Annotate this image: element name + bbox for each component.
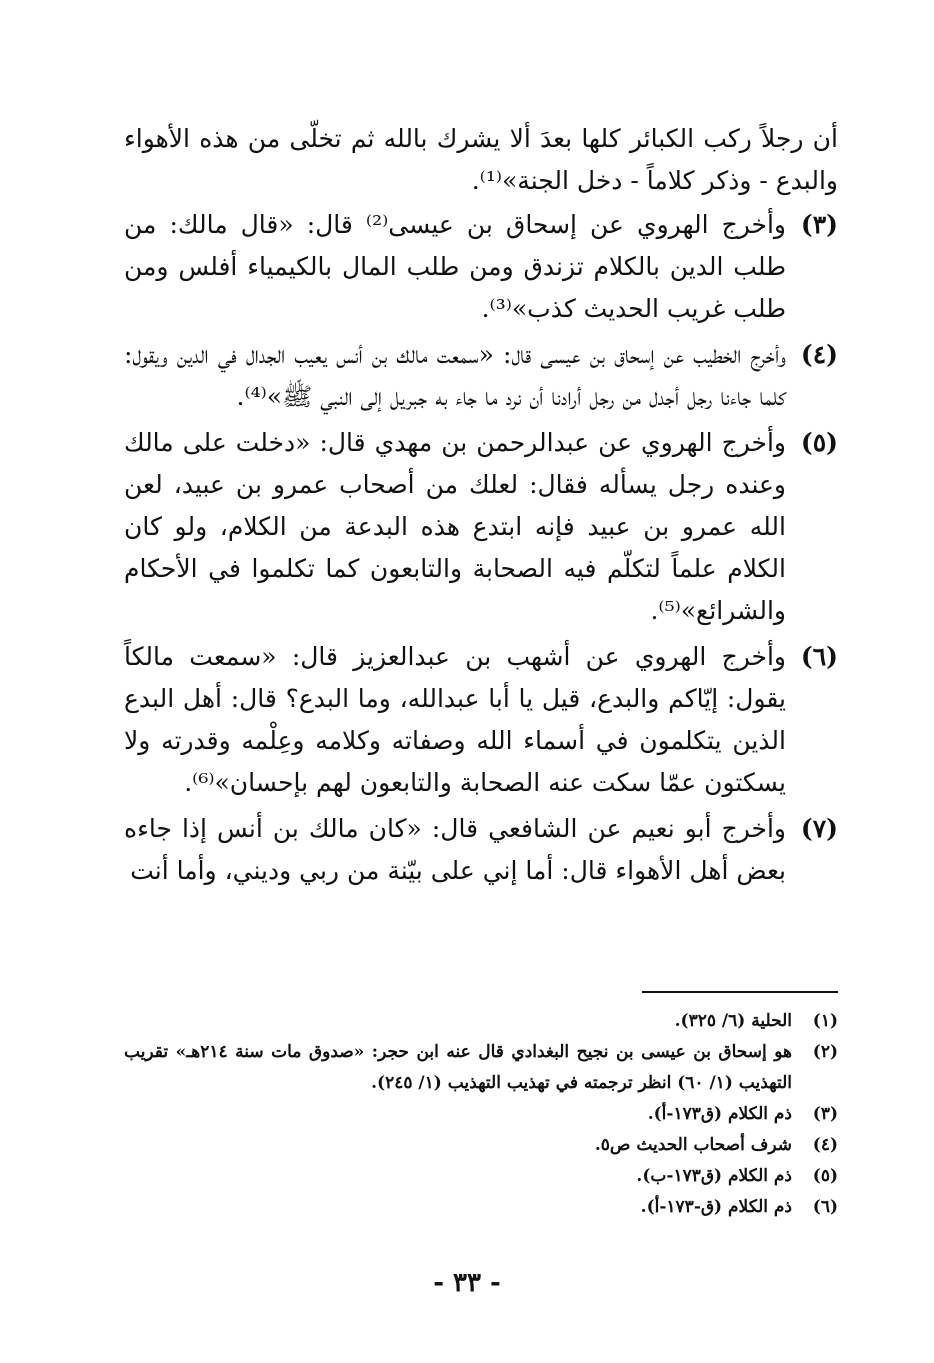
footnote-text: ذم الكلام (ق١٧٣-ب). xyxy=(636,1166,792,1186)
entry-number: (٤) xyxy=(800,340,838,369)
footnote-3 xyxy=(124,1099,838,1130)
main-text xyxy=(124,118,838,896)
page-number: - ٣٣ - xyxy=(433,1268,501,1298)
entry-7 xyxy=(124,808,838,892)
entry-number: (٣) xyxy=(800,210,838,239)
entry-text: وأخرج الهروي عن إسحاق بن عيسى⁽²⁾ قال: «قال مالك: من طلب الدين بالكلام تزندق ومن طلب المال بالكيمياء أفلس ومن طلب غريب الحديث كذب»⁽³⁾. xyxy=(124,210,786,323)
entry-6 xyxy=(124,636,838,804)
intro-paragraph: أن رجلاً ركب الكبائر كلها بعدَ ألا يشرك بالله ثم تخلّى من هذه الأهواء والبدع - وذكر كلاماً - دخل الجنة»⁽¹⁾. xyxy=(124,124,838,195)
entry-number: (٥) xyxy=(800,428,838,457)
footnote-text: شرف أصحاب الحديث ص٥. xyxy=(594,1135,792,1155)
footnote-number: (٦) xyxy=(812,1197,838,1217)
entry-3 xyxy=(124,204,838,330)
entry-4 xyxy=(124,334,838,418)
footnote-6 xyxy=(124,1192,838,1223)
entry-text: وأخرج الهروي عن أشهب بن عبدالعزيز قال: «سمعت مالكاً يقول: إيّاكم والبدع، قيل يا أبا عبدالله، وما البدع؟ قال: أهل البدع الذين يتكلمون في أسماء الله وصفاته وكلامه وعِلْمه وقدرته ولا يسكتون عمّا سكت عنه الصحابة والتابعون لهم بإحسان»⁽⁶⁾. xyxy=(124,642,786,797)
entry-number: (٦) xyxy=(800,642,838,671)
footnote-number: (٥) xyxy=(812,1166,838,1186)
entry-5 xyxy=(124,422,838,632)
footnote-divider xyxy=(642,991,838,993)
footnote-number: (٢) xyxy=(812,1042,838,1062)
entry-text: وأخرج أبو نعيم عن الشافعي قال: «كان مالك بن أنس إذا جاءه بعض أهل الأهواء قال: أما إني على بيّنة من ربي وديني، وأما أنت xyxy=(124,814,786,885)
entry-text: وأخرج الخطيب عن إسحاق بن عيسى قال: «سمعت مالك بن أنس يعيب الجدال في الدين ويقول: كلما جاءنا رجل أجدل من رجل أرادنا أن نرد ما جاء به جبريل إلى النبي ﷺ»⁽⁴⁾. xyxy=(124,340,786,411)
footnote-text: ذم الكلام (ق-١٧٣-أ). xyxy=(640,1197,792,1217)
footnote-2 xyxy=(124,1037,838,1099)
footnote-number: (٣) xyxy=(812,1104,838,1124)
footnotes xyxy=(124,1006,838,1223)
footnote-text: الحلية (٦/ ٣٢٥). xyxy=(674,1011,792,1031)
footnote-5 xyxy=(124,1161,838,1192)
footnote-text: هو إسحاق بن عيسى بن نجيح البغدادي قال عنه ابن حجر: «صدوق مات سنة ٢١٤هـ» تقريب التهذيب (١/ ٦٠) انظر ترجمته في تهذيب التهذيب (١/ ٢٤٥). xyxy=(124,1042,792,1093)
footnote-text: ذم الكلام (ق١٧٣-أ). xyxy=(647,1104,792,1124)
footnote-number: (٤) xyxy=(812,1135,838,1155)
footnote-4 xyxy=(124,1130,838,1161)
footnote-1 xyxy=(124,1006,838,1037)
entry-text: وأخرج الهروي عن عبدالرحمن بن مهدي قال: «دخلت على مالك وعنده رجل يسأله فقال: لعلك من أصحاب عمرو بن عبيد، لعن الله عمرو بن عبيد فإنه ابتدع هذه البدعة من الكلام، ولو كان الكلام علماً لتكلّم فيه الصحابة والتابعون كما تكلموا في الأحكام والشرائع»⁽⁵⁾. xyxy=(124,428,786,625)
entry-number: (٧) xyxy=(800,814,838,843)
footnote-number: (١) xyxy=(812,1011,838,1031)
